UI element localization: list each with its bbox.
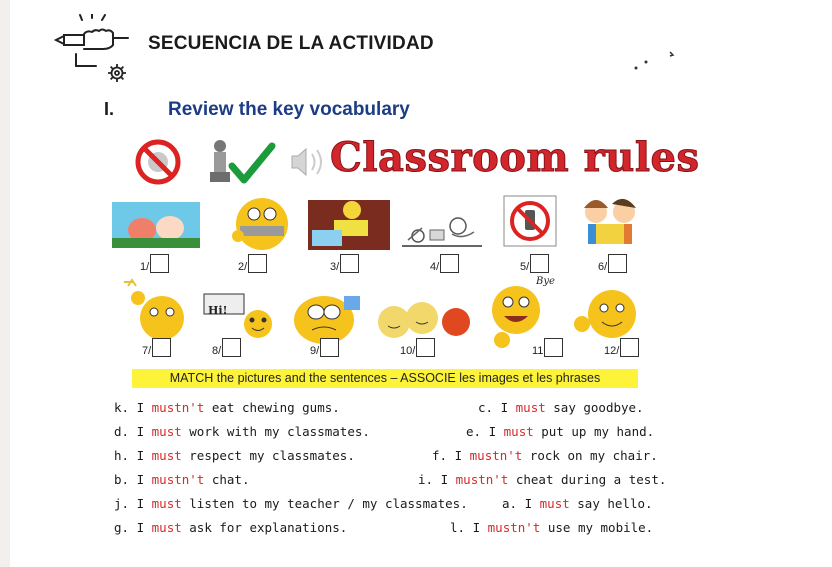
sentence-b: b. I mustn't chat. <box>114 472 250 487</box>
picture-6 <box>584 199 636 244</box>
answer-box[interactable] <box>530 254 549 273</box>
answer-box[interactable] <box>620 338 639 357</box>
picture-number-1: 1/ <box>140 254 169 273</box>
sentence-g: g. I must ask for explanations. <box>114 520 348 535</box>
no-eating-icon <box>138 142 178 182</box>
sentence-h: h. I must respect my classmates. <box>114 448 355 463</box>
picture-number-5: 5/ <box>520 254 549 273</box>
sentence-f: f. I mustn't rock on my chair. <box>432 448 658 463</box>
gear-icon <box>106 62 128 84</box>
instruction-banner: MATCH the pictures and the sentences – ASSOCIE les images et les phrases <box>132 369 638 388</box>
answer-box[interactable] <box>440 254 459 273</box>
sentence-a: a. I must say hello. <box>502 496 653 511</box>
sentence-e: e. I must put up my hand. <box>466 424 655 439</box>
picture-number-8: 8/ <box>212 338 241 357</box>
sentence-i: i. I mustn't cheat during a test. <box>418 472 667 487</box>
picture-2 <box>232 198 288 250</box>
decorative-dots <box>632 42 692 72</box>
picture-9 <box>294 296 360 344</box>
answer-box[interactable] <box>222 338 241 357</box>
picture-number-4: 4/ <box>430 254 459 273</box>
sentence-c: c. I must say goodbye. <box>478 400 644 415</box>
picture-1 <box>112 202 200 248</box>
picture-number-7: 7/ <box>142 338 171 357</box>
worksheet-title: Classroom rules <box>330 134 700 181</box>
sentence-l: l. I mustn't use my mobile. <box>450 520 654 535</box>
picture-grid <box>112 190 672 360</box>
picture-number-3: 3/ <box>330 254 359 273</box>
section-number: I. <box>104 99 115 119</box>
picture-number-11: 11 <box>532 338 563 357</box>
sentence-j: j. I must listen to my teacher / my classmates. <box>114 496 468 511</box>
picture-number-10: 10/ <box>400 338 435 357</box>
picture-number-2: 2/ <box>238 254 267 273</box>
picture-number-12: 12/ <box>604 338 639 357</box>
answer-box[interactable] <box>150 254 169 273</box>
answer-box[interactable] <box>248 254 267 273</box>
answer-box[interactable] <box>544 338 563 357</box>
picture-7 <box>124 280 184 340</box>
hi-label: Hi! <box>208 304 228 317</box>
student-figure-icon <box>210 140 230 182</box>
sentence-k: k. I mustn't eat chewing gums. <box>114 400 340 415</box>
no-phone-icon <box>504 196 556 246</box>
section-subtitle: Review the key vocabulary <box>168 99 410 120</box>
answer-box[interactable] <box>152 338 171 357</box>
answer-box[interactable] <box>340 254 359 273</box>
section-title: SECUENCIA DE LA ACTIVIDAD <box>148 33 434 54</box>
picture-10 <box>378 302 470 338</box>
picture-4 <box>402 218 482 246</box>
picture-number-9: 9/ <box>310 338 339 357</box>
picture-3 <box>308 200 390 250</box>
sentence-d: d. I must work with my classmates. <box>114 424 370 439</box>
picture-12 <box>574 290 636 338</box>
picture-number-6: 6/ <box>598 254 627 273</box>
checkmark-icon <box>232 146 272 180</box>
answer-box[interactable] <box>320 338 339 357</box>
answer-box[interactable] <box>416 338 435 357</box>
speaker-icon <box>292 149 321 175</box>
bye-label: Bye <box>536 276 555 287</box>
answer-box[interactable] <box>608 254 627 273</box>
